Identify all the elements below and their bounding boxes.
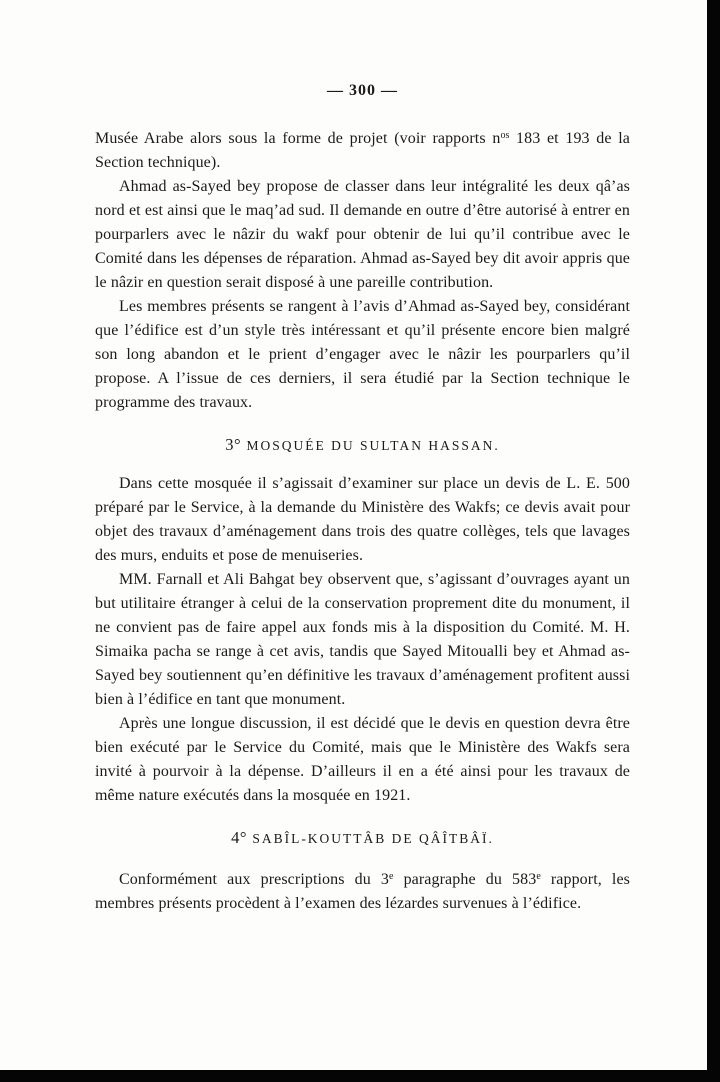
paragraph-1 bbox=[95, 124, 630, 175]
paragraph-5: MM. Farnall et Ali Bahgat bey observent que, s’agissant d’ouvrages ayant un but utilitaire étranger à celui de la conservation proprement dite du monument, il ne convient pas de faire appel aux fonds mis à la disposition du Comité. M. H. Simaika pacha se range à cet avis, tandis que Sayed Mitoualli bey et Ahmad as-Sayed bey soutiennent qu’en définitive les travaux d’aménagement profitent aussi bien à l’édifice en tant que monument. bbox=[95, 571, 630, 708]
paragraph-1-text-after: 183 et 193 de la Section technique). bbox=[95, 130, 630, 171]
paragraph-6: Après une longue discussion, il est décidé que le devis en question devra être bien exécuté par le Service du Comité, mais que le Ministère des Wakfs sera invité à pourvoir à la dépense. D’ailleurs il en a été ainsi pour les travaux de même nature exécutés dans la mosquée en 1921. bbox=[95, 715, 630, 804]
page-number: — 300 — bbox=[327, 82, 398, 99]
section-heading-3 bbox=[95, 435, 630, 456]
section-heading-4-title: SABÎL-KOUTTÂB DE QÂÎTBÂÏ. bbox=[252, 831, 494, 846]
paragraph-7-text-mid: paragraphe du 583 bbox=[393, 871, 537, 888]
paragraph-7-text: Conformément aux prescriptions du 3 bbox=[119, 871, 390, 888]
superscript-e-1: e bbox=[389, 871, 394, 882]
paragraph-7-text-end: rapport, les membres présents procèdent à l’examen des lézardes survenues à l’édifice. bbox=[95, 871, 631, 912]
scan-edge-bottom-bar bbox=[0, 1070, 720, 1082]
paragraph-4: Dans cette mosquée il s’agissait d’examiner sur place un devis de L. E. 500 préparé par le Service, à la demande du Ministère des Wakfs; ce devis avait pour objet des travaux d’aménagement dans trois des quatre collèges, tels que lavages des murs, enduits et pose de menuiseries. bbox=[95, 475, 630, 564]
superscript-e-2: e bbox=[536, 871, 541, 882]
scan-edge-right-bar bbox=[707, 0, 720, 1082]
section-heading-3-number: 3° bbox=[225, 435, 242, 454]
section-heading-4 bbox=[95, 828, 630, 849]
paragraph-7 bbox=[95, 865, 630, 916]
superscript-nos: os bbox=[500, 130, 510, 141]
paragraph-2: Ahmad as-Sayed bey propose de classer dans leur intégralité les deux qâ’as nord et est ainsi que le maq’ad sud. Il demande en outre d’être autorisé à entrer en pourparlers avec le nâzir du wakf pour obtenir de lui qu’il contribue avec le Comité dans les dépenses de réparation. Ahmad as-Sayed bey dit avoir appris que le nâzir en question serait disposé à une pareille contribution. bbox=[95, 178, 630, 291]
paragraph-1-text: Musée Arabe alors sous la forme de projet (voir rapports n bbox=[95, 130, 501, 147]
section-heading-3-title: MOSQUÉE DU SULTAN HASSAN. bbox=[246, 438, 500, 453]
section-heading-4-number: 4° bbox=[231, 828, 247, 847]
paragraph-3: Les membres présents se rangent à l’avis d’Ahmad as-Sayed bey, considérant que l’édifice est d’un style très intéressant et qu’il présente encore bien malgré son long abandon et le prient d’engager avec le nâzir les pourparlers qu’il propose. A l’issue de ces derniers, il sera étudié par la Section technique le programme des travaux. bbox=[95, 298, 630, 411]
